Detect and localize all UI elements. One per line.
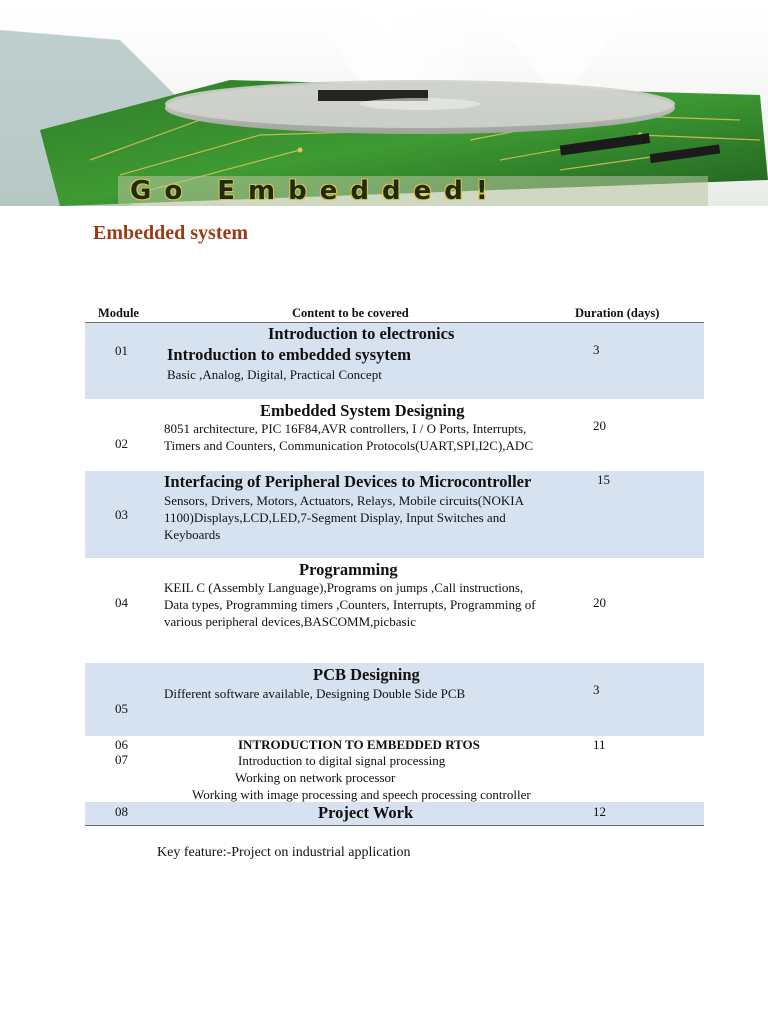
table-row-04 <box>85 558 704 663</box>
table-bottom-rule <box>85 825 704 826</box>
module-duration: 3 <box>593 682 600 697</box>
module-title: Embedded System Designing <box>260 401 465 420</box>
module-content-line: Introduction to digital signal processing <box>238 753 446 768</box>
module-title: PCB Designing <box>313 665 420 684</box>
module-duration: 20 <box>593 595 606 610</box>
module-title: INTRODUCTION TO EMBEDDED RTOS <box>238 737 480 752</box>
module-content-line: Data types, Programming timers ,Counters, Interrupts, Programming of <box>164 597 536 612</box>
table-row-08 <box>85 802 704 825</box>
table-row-06-07 <box>85 736 704 802</box>
module-duration: 3 <box>593 342 600 357</box>
module-title: Interfacing of Peripheral Devices to Microcontroller <box>164 472 532 491</box>
module-title: Project Work <box>318 803 414 822</box>
key-feature-text: Key feature:-Project on industrial application <box>157 845 411 860</box>
module-duration: 11 <box>593 737 606 752</box>
module-content-line: Working on network processor <box>235 770 396 785</box>
module-number: 04 <box>115 595 128 610</box>
table-row-03 <box>85 471 704 558</box>
module-number: 03 <box>115 507 128 522</box>
module-number: 01 <box>115 343 128 358</box>
module-title: Programming <box>299 560 398 579</box>
column-header-module: Module <box>98 306 139 320</box>
table-row-02 <box>85 399 704 471</box>
module-content-line: Keyboards <box>164 527 221 542</box>
module-duration: 20 <box>593 418 606 433</box>
table-row-05 <box>85 663 704 736</box>
module-duration: 12 <box>593 804 606 819</box>
module-duration: 15 <box>597 472 610 487</box>
banner <box>0 0 768 206</box>
module-number: 06 <box>115 737 128 752</box>
module-content-line: Timers and Counters, Communication Protocols(UART,SPI,I2C),ADC <box>164 438 533 453</box>
module-content-line: Working with image processing and speech processing controller <box>192 787 531 802</box>
module-title: Introduction to electronics <box>268 324 455 343</box>
module-number: 05 <box>115 701 128 716</box>
module-content-line: 1100)Displays,LCD,LED,7-Segment Display, Input Switches and <box>164 510 506 525</box>
module-content-line: KEIL C (Assembly Language),Programs on jumps ,Call instructions, <box>164 580 524 595</box>
module-content-line: various peripheral devices,BASCOMM,picbasic <box>164 614 417 629</box>
module-number: 07 <box>115 752 128 767</box>
module-content-line: Basic ,Analog, Digital, Practical Concept <box>167 367 382 382</box>
column-header-duration: Duration (days) <box>575 306 660 320</box>
module-number: 08 <box>115 804 128 819</box>
banner-title-text: Go Embedded! <box>130 176 501 206</box>
column-header-content: Content to be covered <box>292 306 409 320</box>
module-content-line: 8051 architecture, PIC 16F84,AVR controllers, I / O Ports, Interrupts, <box>164 421 527 436</box>
module-content-line: Sensors, Drivers, Motors, Actuators, Relays, Mobile circuits(NOKIA <box>164 493 524 508</box>
page-title: Embedded system <box>93 222 249 244</box>
module-number: 02 <box>115 436 128 451</box>
module-title: Introduction to embedded sysytem <box>167 345 411 364</box>
table-row-01 <box>85 323 704 399</box>
table-header <box>85 306 704 323</box>
module-content-line: Different software available, Designing Double Side PCB <box>164 686 466 701</box>
